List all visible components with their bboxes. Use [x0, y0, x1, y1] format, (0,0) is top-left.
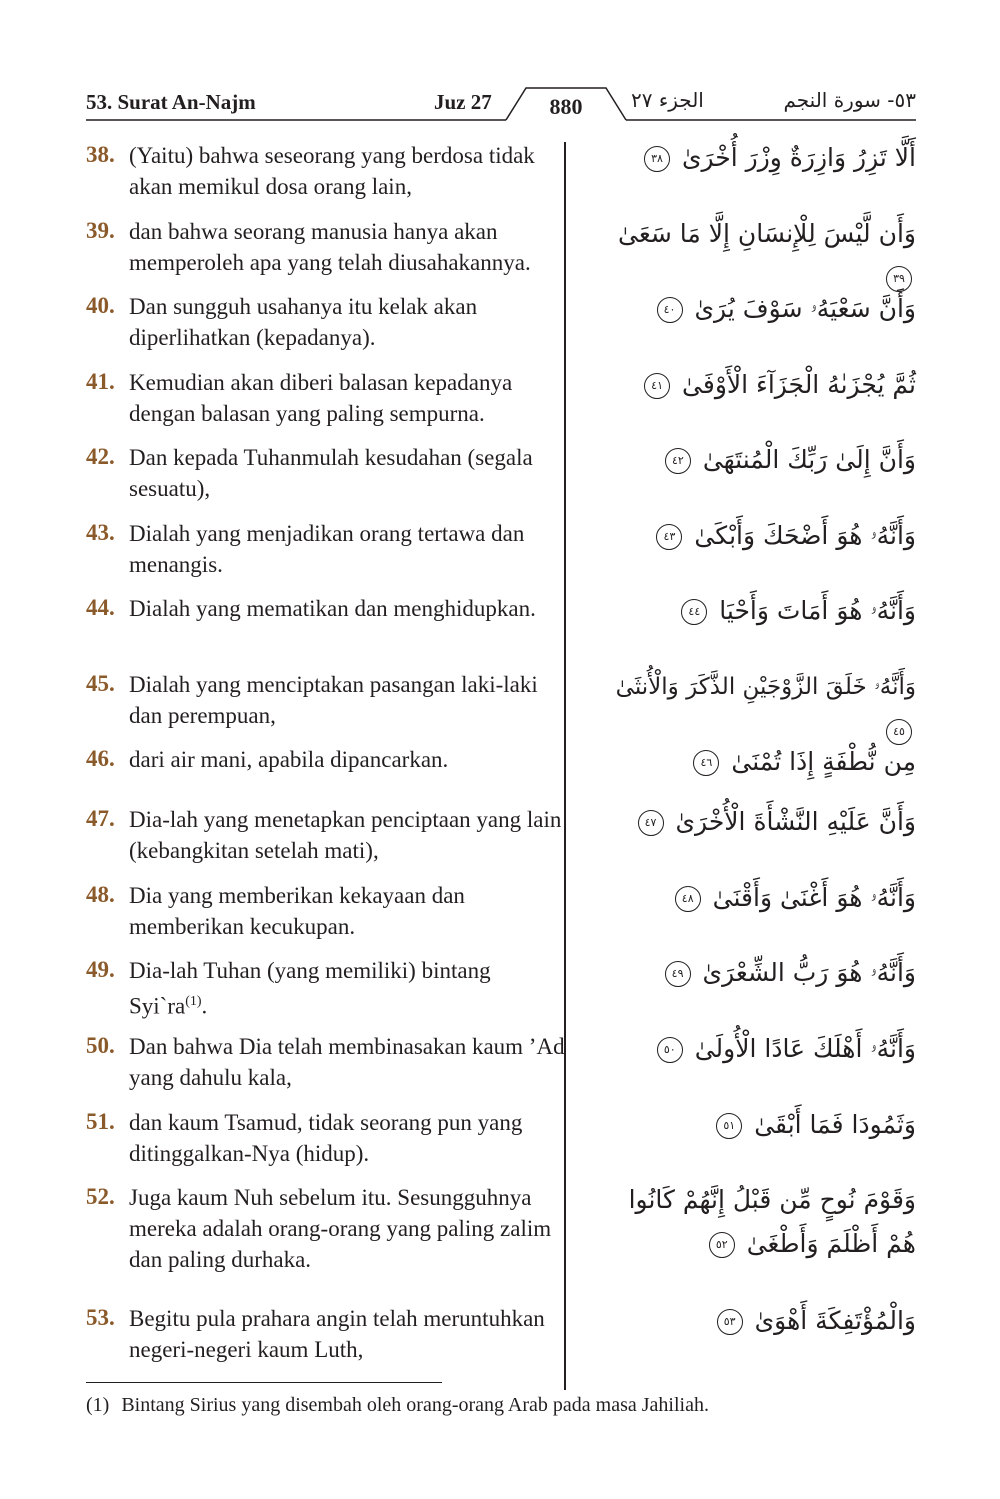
verse-number: 52.: [86, 1184, 115, 1209]
verse-arabic: وَأَنَّهُۥ هُوَ رَبُّ الشِّعْرَىٰ ٤٩: [606, 951, 916, 995]
ayah-marker: ٣٨: [644, 146, 670, 172]
ayah-marker: ٣٩: [886, 266, 912, 292]
ayah-marker: ٥٠: [657, 1037, 683, 1063]
verse-translation: dan kaum Tsamud, tidak seorang pun yang ditinggalkan-Nya (hidup).: [129, 1110, 523, 1166]
verse-translation: Begitu pula prahara angin telah meruntuhkan negeri-negeri kaum Luth,: [129, 1306, 545, 1362]
verse-arabic: وَأَنَّهُۥ أَهْلَكَ عَادًا الْأُولَىٰ ٥٠: [606, 1027, 916, 1071]
verse-arabic: وَأَنَّ سَعْيَهُۥ سَوْفَ يُرَىٰ ٤٠: [606, 287, 916, 331]
ayah-marker: ٤٤: [681, 599, 707, 625]
verse-translation: Juga kaum Nuh sebelum itu. Sesungguhnya mereka adalah orang-orang yang paling zalim dan paling durhaka.: [129, 1185, 552, 1272]
verse-number: 43.: [86, 520, 115, 545]
ayah-marker: ٤٧: [638, 810, 664, 836]
surah-title-arabic: ٥٣- سورة النجم: [783, 88, 916, 112]
verse-translation: Dia-lah Tuhan (yang memiliki) bintang $Syi`ra^{(1)}$.: [129, 958, 491, 1019]
verse-number: 51.: [86, 1109, 115, 1134]
verse-number: 41.: [86, 369, 115, 394]
ayah-marker: ٤٢: [665, 448, 691, 474]
verse-arabic: مِن نُّطْفَةٍ إِذَا تُمْنَىٰ ٤٦: [606, 740, 916, 784]
verse-number: 42.: [86, 444, 115, 469]
verse-arabic: وَقَوْمَ نُوحٍ مِّن قَبْلُ إِنَّهُمْ كَانُوا هُمْ أَظْلَمَ وَأَطْغَىٰ ٥٢: [628, 1185, 916, 1258]
verse-number: 48.: [86, 882, 115, 907]
ayah-marker: ٤٩: [665, 961, 691, 987]
verse-translation: Dan kepada Tuhanmulah kesudahan (segala sesuatu),: [129, 445, 533, 501]
verse-arabic: وَالْمُؤْتَفِكَةَ أَهْوَىٰ ٥٣: [606, 1299, 916, 1343]
verse-arabic: ثُمَّ يُجْزَىٰهُ الْجَزَآءَ الْأَوْفَىٰ ٤١: [606, 363, 916, 407]
footnote: [86, 1394, 709, 1417]
verse-translation: Dan bahwa Dia telah membinasakan kaum ’Ad yang dahulu kala,: [129, 1034, 565, 1090]
verse-translation: (Yaitu) bahwa seseorang yang berdosa tidak akan memikul dosa orang lain,: [129, 143, 535, 199]
ayah-marker: ٥٢: [709, 1232, 735, 1258]
verse-translation: dan bahwa seorang manusia hanya akan memperoleh apa yang telah diusahakannya.: [129, 219, 531, 275]
ayah-marker: ٤٠: [657, 297, 683, 323]
footnote-rule: [86, 1382, 442, 1383]
verse-translation: Kemudian akan diberi balasan kepadanya dengan balasan yang paling sempurna.: [129, 370, 513, 426]
verse-number: 50.: [86, 1033, 115, 1058]
verse-number: 40.: [86, 293, 115, 318]
juz-label-latin: Juz 27: [434, 90, 492, 114]
page-number: 880: [549, 94, 583, 119]
verse-arabic: وَأَنَّ عَلَيْهِ النَّشْأَةَ الْأُخْرَىٰ ٤٧: [606, 800, 916, 844]
verse-number: 39.: [86, 218, 115, 243]
verse-number: 53.: [86, 1305, 115, 1330]
ayah-marker: ٤٦: [693, 750, 719, 776]
verse-arabic: أَلَّا تَزِرُ وَازِرَةٌ وِزْرَ أُخْرَىٰ ٣٨: [606, 136, 916, 180]
surah-title-latin: 53. Surat An-Najm: [86, 90, 256, 114]
verse-translation: Dia yang memberikan kekayaan dan memberikan kecukupan.: [129, 883, 465, 939]
verse-number: 45.: [86, 671, 115, 696]
verse-arabic: وَأَنَّ إِلَىٰ رَبِّكَ الْمُنتَهَىٰ ٤٢: [606, 438, 916, 482]
verse-arabic: وَأَنَّهُۥ هُوَ أَمَاتَ وَأَحْيَا ٤٤: [606, 589, 916, 633]
juz-label-arabic: الجزء ٢٧: [631, 88, 704, 112]
ayah-marker: ٥٣: [717, 1309, 743, 1335]
verse-translation: Dialah yang mematikan dan menghidupkan.: [129, 596, 536, 621]
verse-arabic: وَأَن لَّيْسَ لِلْإِنسَانِ إِلَّا مَا سَعَىٰ ٣٩: [606, 212, 916, 300]
verse-translation: Dan sungguh usahanya itu kelak akan diperlihatkan (kepadanya).: [129, 294, 478, 350]
verse-arabic: وَأَنَّهُۥ هُوَ أَضْحَكَ وَأَبْكَىٰ ٤٣: [606, 514, 916, 558]
verse-translation: dari air mani, apabila dipancarkan.: [129, 747, 449, 772]
verse-arabic: وَثَمُودَا فَمَا أَبْقَىٰ ٥١: [606, 1103, 916, 1147]
verse-translation: Dialah yang menciptakan pasangan laki-laki dan perempuan,: [129, 672, 538, 728]
ayah-marker: ٥١: [716, 1113, 742, 1139]
footnote-number: (1): [86, 1394, 110, 1416]
ayah-marker: ٤١: [644, 373, 670, 399]
verse-arabic: وَأَنَّهُۥ خَلَقَ الزَّوْجَيْنِ الذَّكَرَ وَالْأُنثَىٰ ٤٥: [586, 665, 916, 753]
ayah-marker: ٤٥: [886, 719, 912, 745]
verse-number: 38.: [86, 142, 115, 167]
verse-translation: Dia-lah yang menetapkan penciptaan yang lain (kebangkitan setelah mati),: [129, 807, 562, 863]
verse-number: 47.: [86, 806, 115, 831]
page-header: [86, 80, 916, 124]
verse-number: 46.: [86, 746, 115, 771]
footnote-ref: (1): [185, 994, 202, 1009]
ayah-marker: ٤٣: [656, 524, 682, 550]
footnote-text: Bintang Sirius yang disembah oleh orang-orang Arab pada masa Jahiliah.: [121, 1394, 709, 1416]
verse-number: 44.: [86, 595, 115, 620]
verse-number: 49.: [86, 957, 115, 982]
verse-arabic: وَأَنَّهُۥ هُوَ أَغْنَىٰ وَأَقْنَىٰ ٤٨: [606, 876, 916, 920]
verse-translation: Dialah yang menjadikan orang tertawa dan menangis.: [129, 521, 525, 577]
ayah-marker: ٤٨: [675, 886, 701, 912]
